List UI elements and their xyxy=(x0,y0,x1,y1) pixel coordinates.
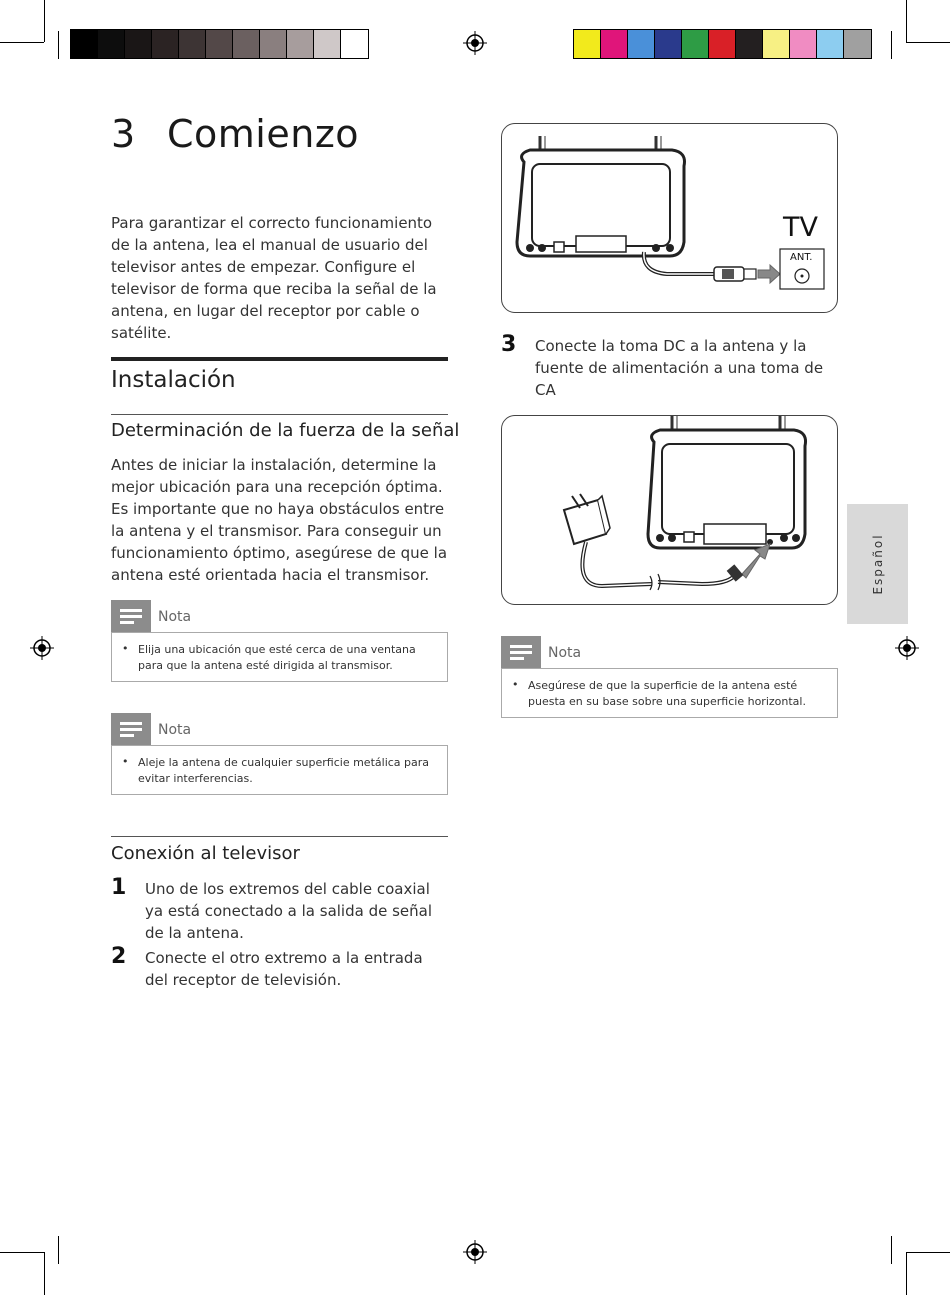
color-swatch xyxy=(844,30,871,58)
color-swatch xyxy=(125,30,152,58)
crop-mark-br-v xyxy=(906,1252,907,1295)
crop-mark-bl-h xyxy=(0,1252,44,1253)
section-title: Instalación xyxy=(111,367,236,393)
power-adapter-illustration xyxy=(502,416,837,604)
subsection-rule-tv xyxy=(111,836,448,837)
note-icon xyxy=(501,636,541,668)
step-text: Conecte el otro extremo a la entrada del receptor de televisión. xyxy=(145,949,423,989)
language-tab xyxy=(847,504,908,624)
intro-paragraph: Para garantizar el correcto funcionamiento de la antena, lea el manual de usuario del televisor antes de empezar. Configure el televisor de forma que reciba la señal de la antena, en lugar del receptor por cable o satélite. xyxy=(111,214,437,342)
tv-label: TV xyxy=(783,212,818,243)
color-swatch xyxy=(287,30,314,58)
color-swatch xyxy=(71,30,98,58)
note-title: Nota xyxy=(548,645,582,661)
crop-mark-br-h xyxy=(906,1252,950,1253)
chapter-heading xyxy=(111,112,359,156)
subsection-title-tv: Conexión al televisor xyxy=(111,843,300,864)
crop-mark-tl-v2 xyxy=(58,31,59,59)
color-swatch xyxy=(233,30,260,58)
ant-label: ANT. xyxy=(790,252,813,263)
color-swatch xyxy=(314,30,341,58)
registration-mark-left xyxy=(30,636,54,660)
step-number: 1 xyxy=(111,875,127,900)
step-text: Conecte la toma DC a la antena y la fuente de alimentación a una toma de CA xyxy=(535,337,824,399)
note-title: Nota xyxy=(158,609,192,625)
color-swatch xyxy=(682,30,709,58)
gray-swatch-bar xyxy=(70,29,369,59)
note-text: • Elija una ubicación que esté cerca de una ventana para que la antena esté dirigida al transmisor. xyxy=(111,632,448,682)
color-swatch xyxy=(341,30,368,58)
color-swatch xyxy=(179,30,206,58)
color-swatch xyxy=(206,30,233,58)
crop-mark-br-v2 xyxy=(891,1236,892,1264)
crop-mark-tr-h xyxy=(906,42,950,43)
note-icon xyxy=(111,713,151,745)
crop-mark-tr-v2 xyxy=(891,31,892,59)
note-text: • Asegúrese de que la superficie de la antena esté puesta en su base sobre una superficie horizontal. xyxy=(501,668,838,718)
note-box-window xyxy=(111,600,448,682)
chapter-title: Comienzo xyxy=(167,112,360,156)
color-swatch xyxy=(817,30,844,58)
color-swatch xyxy=(790,30,817,58)
color-swatch xyxy=(574,30,601,58)
crop-mark-tl-v xyxy=(44,0,45,42)
subsection-rule-signal xyxy=(111,414,448,415)
crop-mark-tr-v xyxy=(906,0,907,42)
note-text: • Aleje la antena de cualquier superficie metálica para evitar interferencias. xyxy=(111,745,448,795)
language-tab-label: Español xyxy=(870,533,885,595)
note-icon xyxy=(111,600,151,632)
color-swatch xyxy=(601,30,628,58)
note-title: Nota xyxy=(158,722,192,738)
crop-mark-tl-h xyxy=(0,42,44,43)
crop-mark-bl-v xyxy=(44,1252,45,1295)
chapter-number: 3 xyxy=(111,112,136,156)
color-swatch xyxy=(763,30,790,58)
color-swatch xyxy=(736,30,763,58)
registration-mark-right xyxy=(895,636,919,660)
figure-power-adapter xyxy=(501,415,838,605)
note-box-metal xyxy=(111,713,448,795)
step-number: 2 xyxy=(111,944,127,969)
signal-paragraph: Antes de iniciar la instalación, determine la mejor ubicación para una recepción óptima. Es importante que no haya obstáculos entre la antena y el transmisor. Para conseguir un funcionamiento óptimo, asegúrese de que la antena esté orientada hacia el transmisor. xyxy=(111,456,448,584)
step-text: Uno de los extremos del cable coaxial ya está conectado a la salida de señal de la antena. xyxy=(145,880,433,942)
note-box-horizontal xyxy=(501,636,838,718)
color-swatch xyxy=(655,30,682,58)
color-swatch xyxy=(260,30,287,58)
crop-mark-bl-v2 xyxy=(58,1236,59,1264)
color-swatch xyxy=(98,30,125,58)
registration-mark-top xyxy=(463,31,487,55)
color-swatch-bar xyxy=(573,29,872,59)
color-swatch xyxy=(709,30,736,58)
step-number: 3 xyxy=(501,332,517,357)
subsection-title-signal: Determinación de la fuerza de la señal xyxy=(111,420,460,441)
color-swatch xyxy=(628,30,655,58)
figure-antenna-to-tv xyxy=(501,123,838,313)
color-swatch xyxy=(152,30,179,58)
registration-mark-bottom xyxy=(463,1240,487,1264)
section-rule xyxy=(111,357,448,361)
